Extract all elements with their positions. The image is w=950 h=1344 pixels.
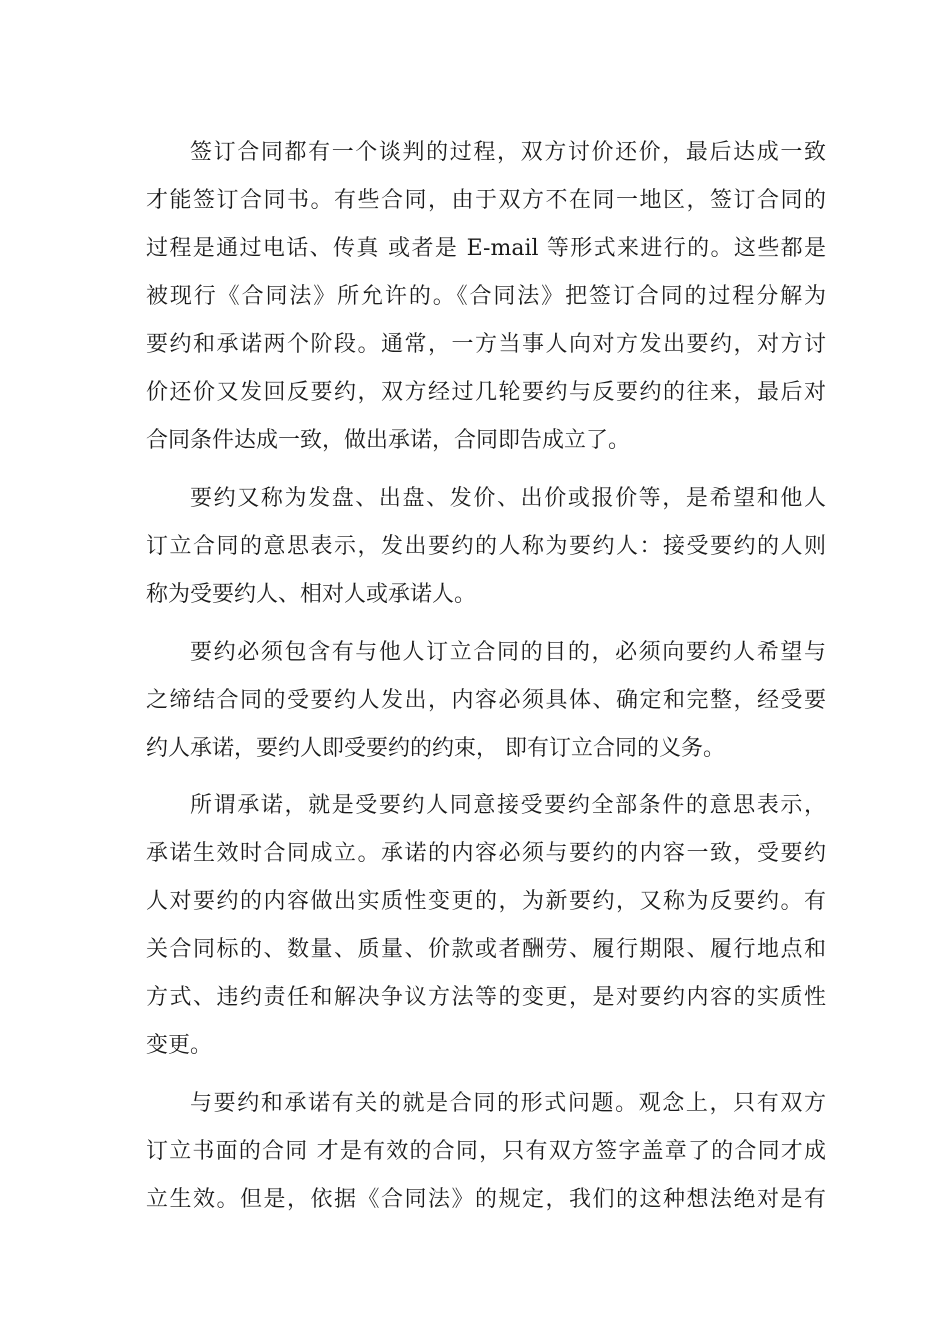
paragraph-1-line-1: 签订合同都有一个谈判的过程，双方讨价还价，最后达成一致 xyxy=(190,140,826,165)
paragraph-1-line-3: 过程是通过电话、传真 或者是 E-mail 等形式来进行的。这些都是 xyxy=(146,236,826,261)
paragraph-2-line-1: 要约又称为发盘、出盘、发价、出价或报价等，是希望和他人 xyxy=(190,486,826,511)
paragraph-1-line-5: 要约和承诺两个阶段。通常，一方当事人向对方发出要约，对方讨 xyxy=(146,332,826,357)
paragraph-4-line-3: 人对要约的内容做出实质性变更的，为新要约，又称为反要约。有 xyxy=(146,889,826,914)
paragraph-4-line-2: 承诺生效时合同成立。承诺的内容必须与要约的内容一致，受要约 xyxy=(146,841,826,866)
paragraph-1-line-7: 合同条件达成一致，做出承诺，合同即告成立了。 xyxy=(146,428,631,453)
paragraph-5-line-1: 与要约和承诺有关的就是合同的形式问题。观念上，只有双方 xyxy=(190,1091,826,1116)
paragraph-1-line-4: 被现行《合同法》所允许的。《合同法》把签订合同的过程分解为 xyxy=(146,284,826,309)
paragraph-3-line-1: 要约必须包含有与他人订立合同的目的，必须向要约人希望与 xyxy=(190,640,826,665)
paragraph-4-line-4: 关合同标的、数量、质量、价款或者酬劳、履行期限、履行地点和 xyxy=(146,937,826,962)
paragraph-1-line-6: 价还价又发回反要约，双方经过几轮要约与反要约的往来，最后对 xyxy=(146,380,826,405)
paragraph-5-line-2: 订立书面的合同 才是有效的合同，只有双方签字盖章了的合同才成 xyxy=(146,1139,826,1164)
paragraph-2-line-3: 称为受要约人、相对人或承诺人。 xyxy=(146,582,477,607)
paragraph-2-line-2: 订立合同的意思表示，发出要约的人称为要约人：接受要约的人则 xyxy=(146,534,826,559)
paragraph-4-line-6: 变更。 xyxy=(146,1033,213,1058)
paragraph-4-line-5: 方式、违约责任和解决争议方法等的变更，是对要约内容的实质性 xyxy=(146,985,826,1010)
paragraph-4-line-1: 所谓承诺，就是受要约人同意接受要约全部条件的意思表示， xyxy=(190,793,826,818)
paragraph-1-line-2: 才能签订合同书。有些合同，由于双方不在同一地区，签订合同的 xyxy=(146,188,826,213)
paragraph-3-line-3: 约人承诺，要约人即受要约的约束， 即有订立合同的义务。 xyxy=(146,736,725,761)
paragraph-5-line-3: 立生效。但是，依据《合同法》的规定，我们的这种想法绝对是有 xyxy=(146,1187,826,1212)
paragraph-3-line-2: 之缔结合同的受要约人发出，内容必须具体、确定和完整，经受要 xyxy=(146,688,826,713)
